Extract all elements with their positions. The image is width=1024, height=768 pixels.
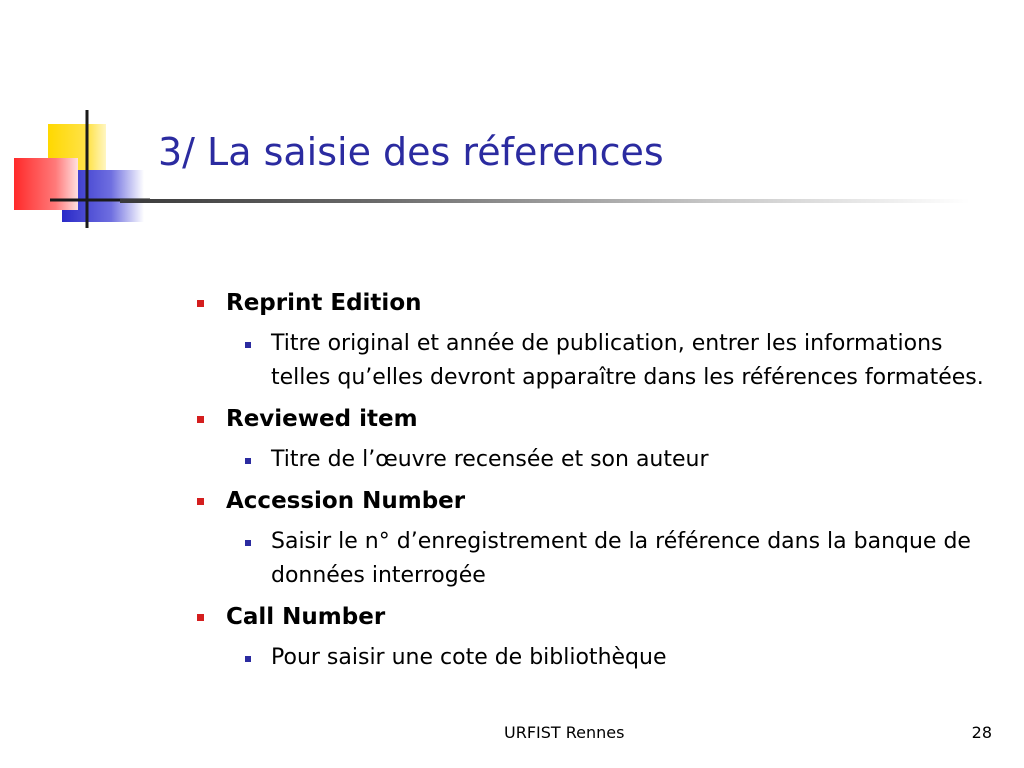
sub-item-text: Titre de l’œuvre recensée et son auteur xyxy=(271,447,709,472)
sub-item xyxy=(195,327,985,395)
square-bullet-icon xyxy=(197,300,204,307)
list-item-accession-number xyxy=(195,484,985,518)
square-bullet-icon xyxy=(197,416,204,423)
title-underline xyxy=(120,199,970,203)
sub-item xyxy=(195,443,985,477)
sub-item-text: Pour saisir une cote de bibliothèque xyxy=(271,645,667,670)
square-bullet-icon xyxy=(245,458,251,464)
square-bullet-icon xyxy=(197,614,204,621)
footer-organization: URFIST Rennes xyxy=(504,723,625,742)
sub-item-text: Saisir le n° d’enregistrement de la référence dans la banque de données interrogée xyxy=(271,529,971,588)
sub-item xyxy=(195,641,985,675)
decorative-logo-graphic xyxy=(0,0,150,240)
list-item-call-number xyxy=(195,600,985,634)
square-bullet-icon xyxy=(245,342,251,348)
page-number: 28 xyxy=(971,723,992,742)
item-label: Reviewed item xyxy=(226,406,418,432)
list-item-reprint-edition xyxy=(195,286,985,320)
square-bullet-icon xyxy=(245,540,251,546)
sub-item-text: Titre original et année de publication, entrer les informations telles qu’elles devront apparaître dans les références formatées. xyxy=(271,331,984,390)
sub-item xyxy=(195,525,985,593)
square-bullet-icon xyxy=(245,656,251,662)
slide-title: 3/ La saisie des réferences xyxy=(158,130,664,174)
square-bullet-icon xyxy=(197,498,204,505)
item-label: Accession Number xyxy=(226,488,466,514)
list-item-reviewed-item xyxy=(195,402,985,436)
slide-body xyxy=(195,286,985,675)
item-label: Call Number xyxy=(226,604,386,630)
item-label: Reprint Edition xyxy=(226,290,422,316)
